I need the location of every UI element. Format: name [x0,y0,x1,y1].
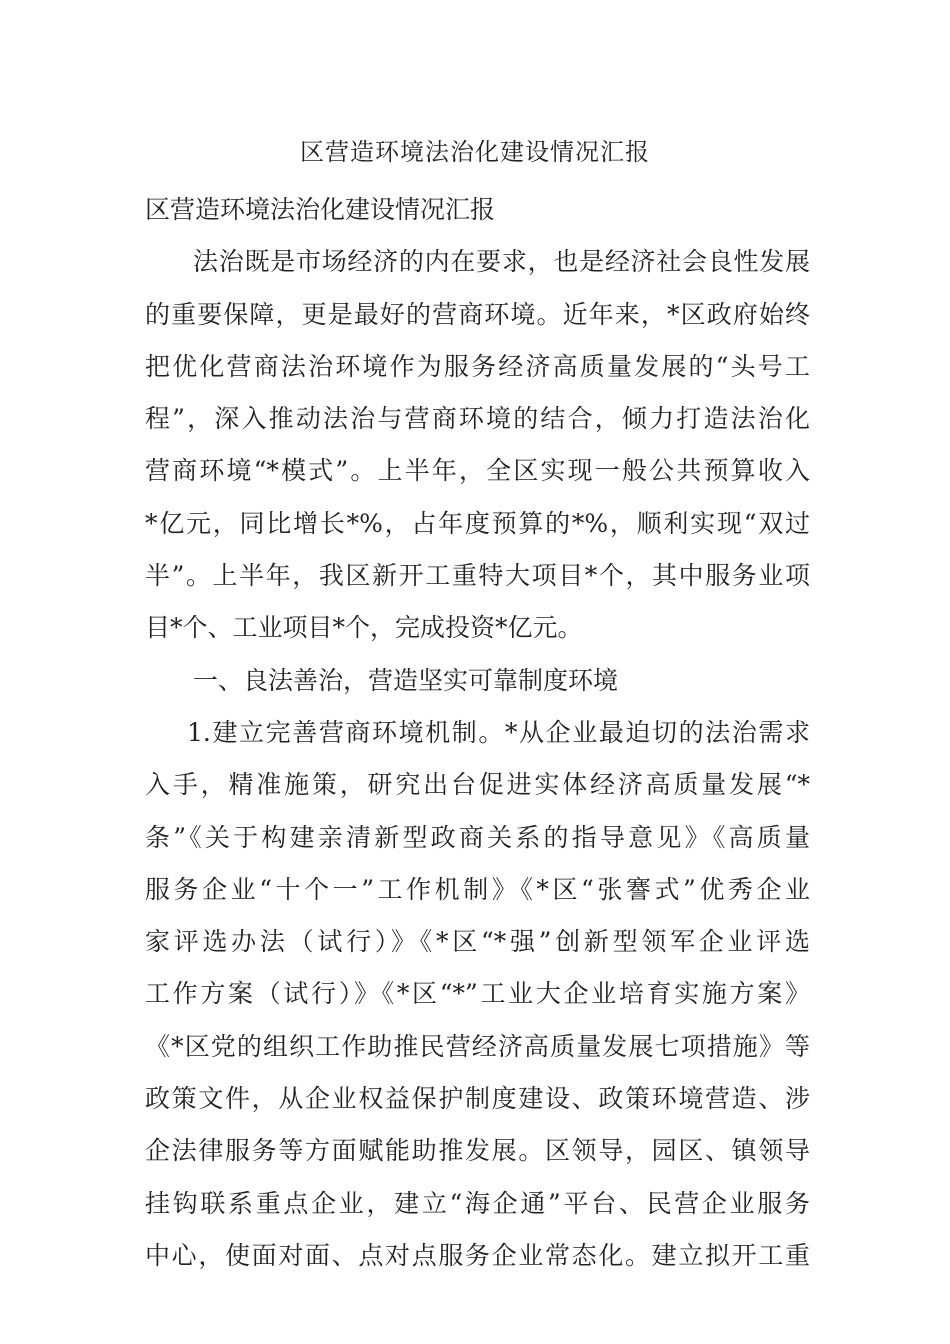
paragraph-line: 1.建立完善营商环境机制。*从企业最迫切的法治需求 [187,717,810,747]
paragraph-line: 营商环境“*模式”。上半年，全区实现一般公共预算收入 [145,456,810,486]
paragraph-line: 程”，深入推动法治与营商环境的结合，倾力打造法治化 [145,404,810,434]
paragraph-line: 企法律服务等方面赋能助推发展。区领导，园区、镇领导 [145,1136,810,1166]
paragraph-line: 《*区党的组织工作助推民营经济高质量发展七项措施》等 [145,1031,810,1061]
document-title: 区营造环境法治化建设情况汇报 [300,138,650,166]
paragraph-line: 半”。上半年，我区新开工重特大项目*个，其中服务业项 [145,561,810,591]
paragraph-line: 入手，精准施策，研究出台促进实体经济高质量发展“* [145,770,810,800]
paragraph-line: 挂钩联系重点企业，建立“海企通”平台、民营企业服务 [145,1188,810,1218]
document-body [145,184,810,1282]
paragraph-line: *亿元，同比增长*%，占年度预算的*%，顺利实现“双过 [145,508,810,538]
paragraph-line: 中心，使面对面、点对点服务企业常态化。建立拟开工重 [145,1240,810,1270]
paragraph-line: 家评选办法（试行）》《*区“*强”创新型领军企业评选 [145,927,810,957]
paragraph-line: 条”《关于构建亲清新型政商关系的指导意见》《高质量 [145,822,810,852]
paragraph-line: 的重要保障，更是最好的营商环境。近年来，*区政府始终 [145,299,810,329]
paragraph-line: 法治既是市场经济的内在要求，也是经济社会良性发展 [193,247,810,277]
paragraph-line: 服务企业“十个一”工作机制》《*区“张謇式”优秀企业 [145,874,810,904]
body-heading: 区营造环境法治化建设情况汇报 [145,195,496,224]
paragraph-line: 把优化营商法治环境作为服务经济高质量发展的“头号工 [145,351,810,381]
section-heading: 一、良法善治，营造坚实可靠制度环境 [193,665,619,695]
paragraph-line: 政策文件，从企业权益保护制度建设、政策环境营造、涉 [145,1084,810,1114]
paragraph-line: 工作方案（试行）》《*区“*”工业大企业培育实施方案》 [145,979,810,1009]
paragraph-line: 目*个、工业项目*个，完成投资*亿元。 [145,613,583,643]
